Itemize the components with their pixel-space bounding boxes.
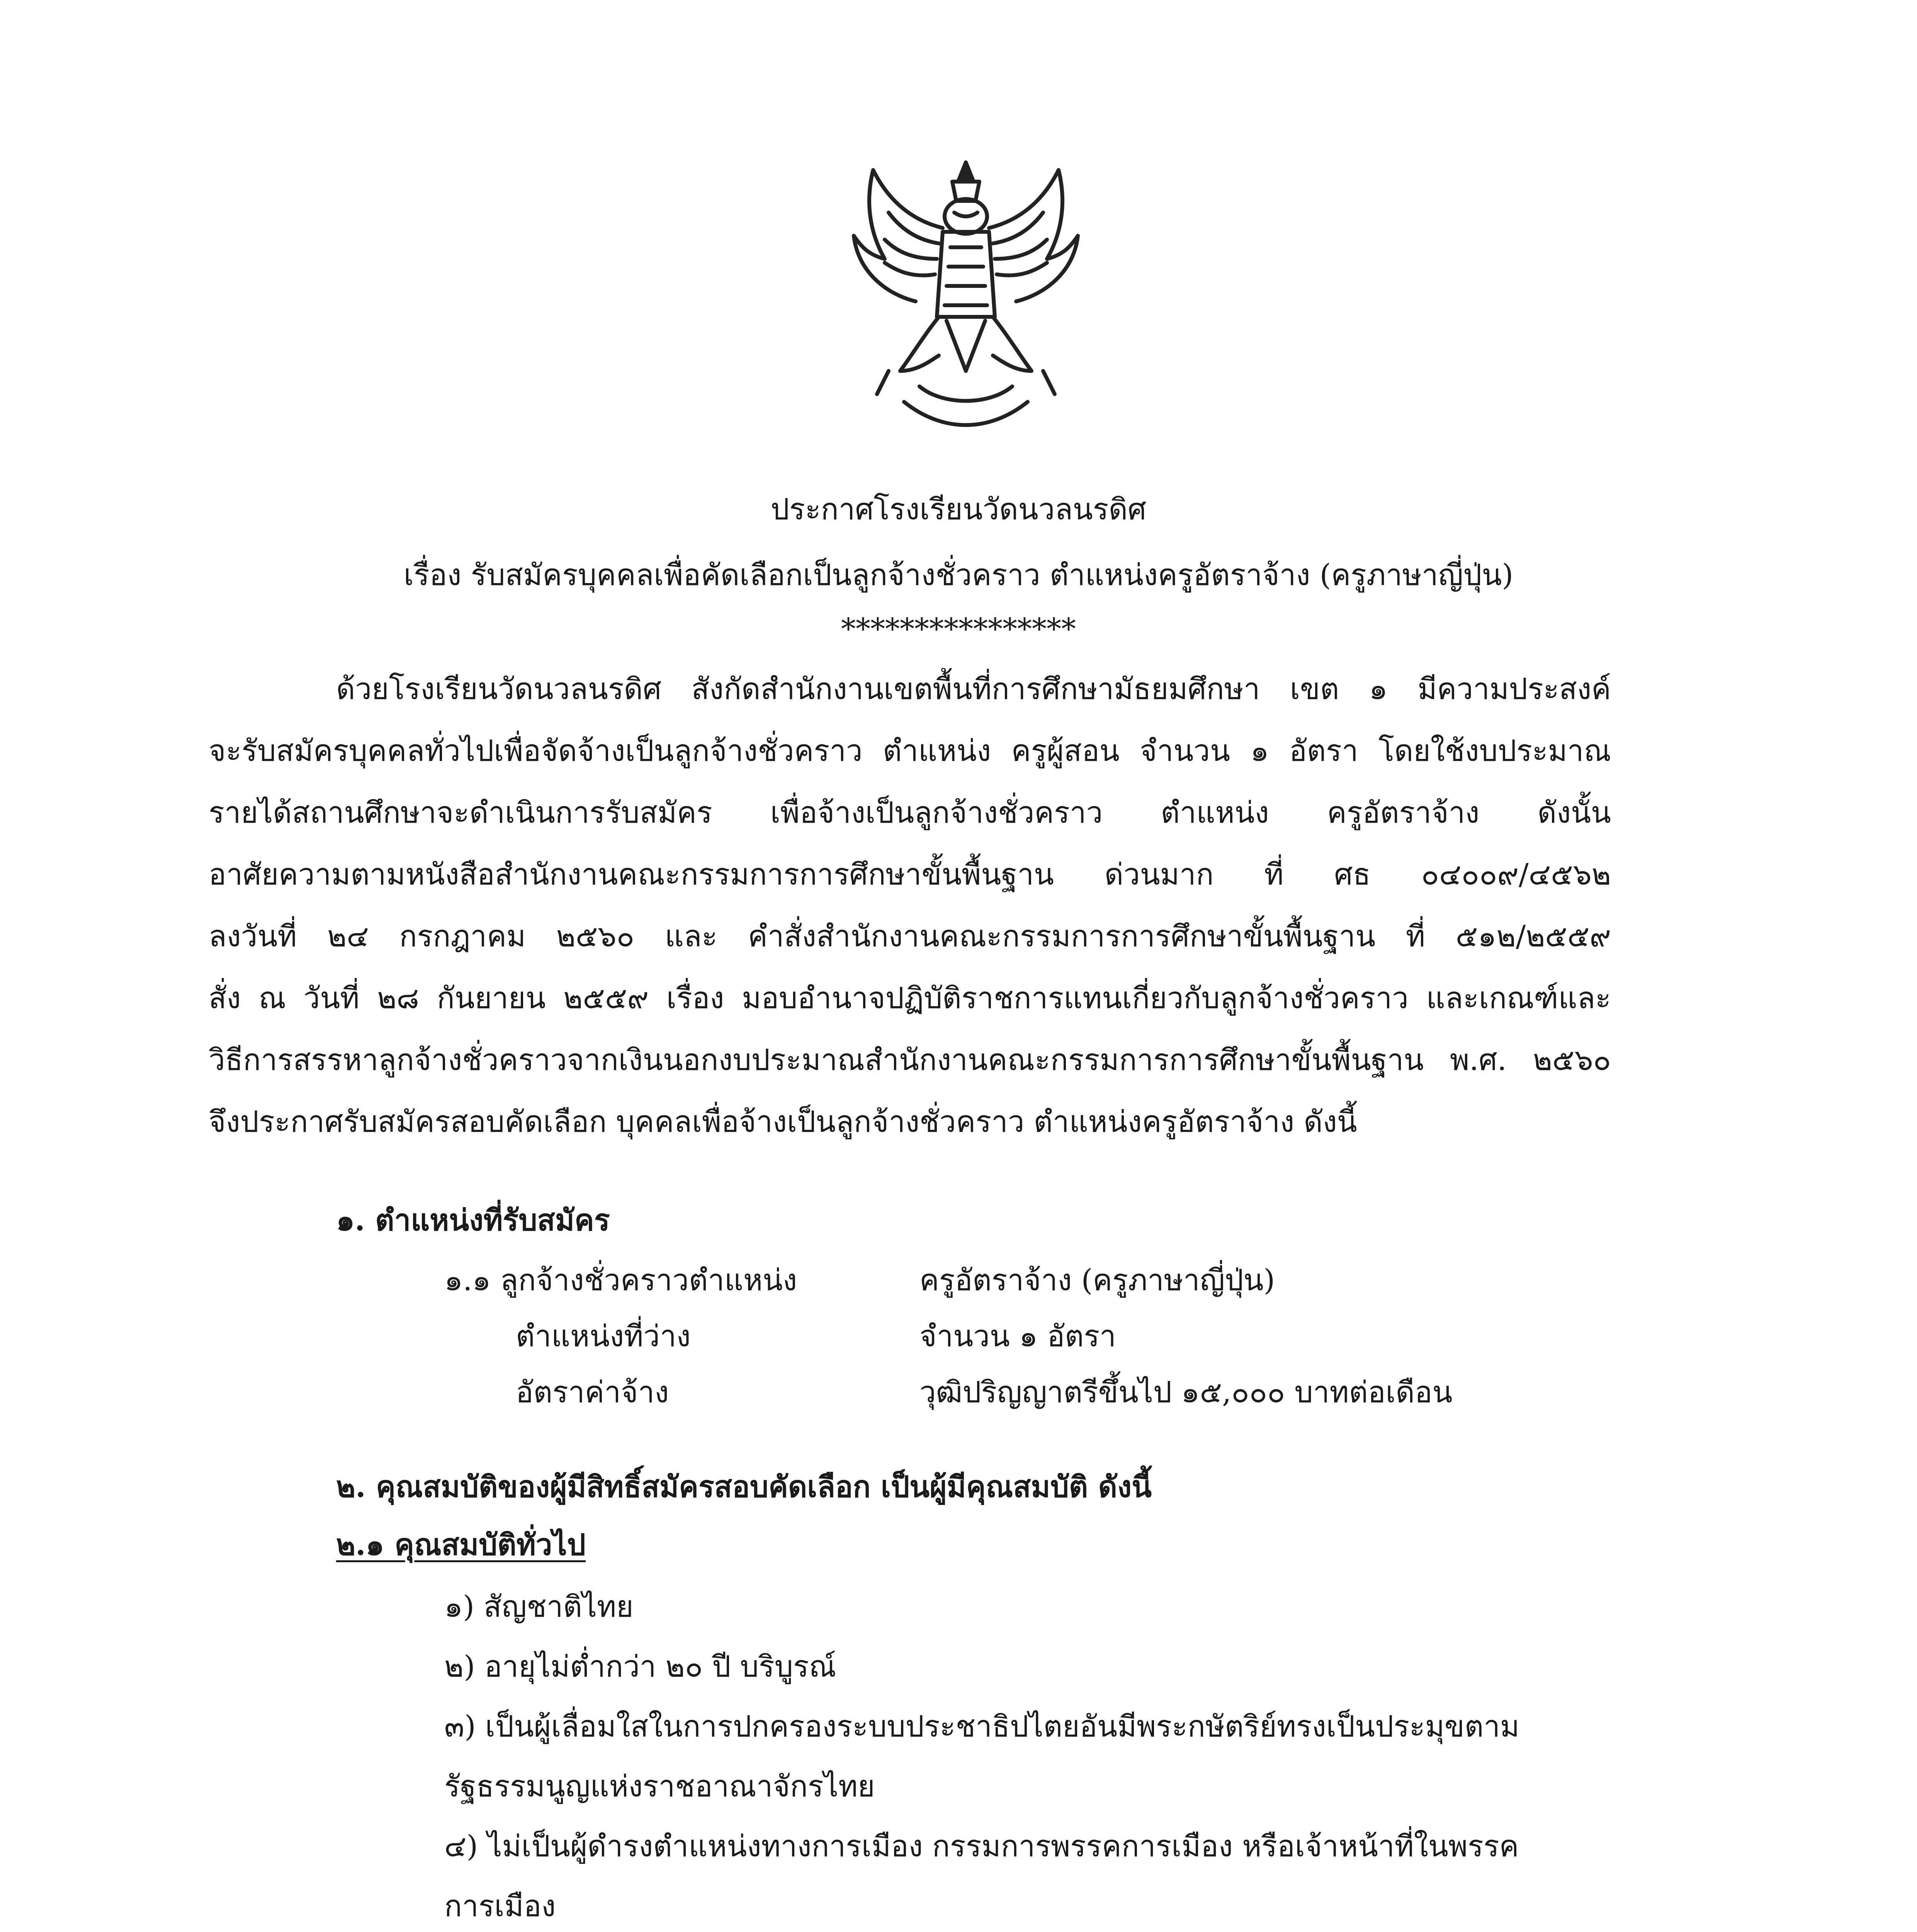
intro-line: ด้วยโรงเรียนวัดนวลนรดิศ สังกัดสำนักงานเขตพื้นที่การศึกษามัธยมศึกษา เขต ๑ มีความประสงค์ bbox=[336, 672, 1611, 706]
vacancy-value: จำนวน ๑ อัตรา bbox=[919, 1319, 1116, 1353]
section1-heading: ๑. ตำแหน่งที่รับสมัคร bbox=[336, 1203, 610, 1237]
qualification-item-cont: การเมือง bbox=[444, 1889, 556, 1923]
garuda-emblem-icon bbox=[842, 155, 1089, 437]
position-label: ๑.๑ ลูกจ้างชั่วคราวตำแหน่ง bbox=[444, 1263, 797, 1297]
intro-line: อาศัยความตามหนังสือสำนักงานคณะกรรมการการศึกษาขั้นพื้นฐาน ด่วนมาก ที่ ศธ ๐๔๐๐๙/๔๕๖๒ bbox=[209, 857, 1611, 891]
header-separator-stars: **************** bbox=[841, 612, 1076, 646]
qualification-item: ๒) อายุไม่ต่ำกว่า ๒๐ ปี บริบูรณ์ bbox=[444, 1649, 836, 1684]
intro-line: จะรับสมัครบุคคลทั่วไปเพื่อจัดจ้างเป็นลูกจ้างชั่วคราว ตำแหน่ง ครูผู้สอน จำนวน ๑ อัตรา โดยใช้งบประมาณ bbox=[209, 733, 1611, 768]
intro-line: วิธีการสรรหาลูกจ้างชั่วคราวจากเงินนอกงบประมาณสำนักงานคณะกรรมการการศึกษาขั้นพื้นฐาน พ.ศ. ๒๕๖๐ bbox=[209, 1043, 1611, 1077]
qualification-item: ๔) ไม่เป็นผู้ดำรงตำแหน่งทางการเมือง กรรมการพรรคการเมือง หรือเจ้าหน้าที่ในพรรค bbox=[444, 1829, 1519, 1863]
announcement-title: ประกาศโรงเรียนวัดนวลนรดิศ bbox=[770, 492, 1147, 526]
intro-line: สั่ง ณ วันที่ ๒๘ กันยายน ๒๕๕๙ เรื่อง มอบอำนาจปฏิบัติราชการแทนเกี่ยวกับลูกจ้างชั่วคราว และเกณฑ์และ bbox=[209, 981, 1611, 1015]
announcement-subject: เรื่อง รับสมัครบุคคลเพื่อคัดเลือกเป็นลูกจ้างชั่วคราว ตำแหน่งครูอัตราจ้าง (ครูภาษาญี่ปุ่น) bbox=[403, 558, 1514, 592]
intro-line: ลงวันที่ ๒๔ กรกฎาคม ๒๕๖๐ และ คำสั่งสำนักงานคณะกรรมการการศึกษาขั้นพื้นฐาน ที่ ๕๑๒/๒๕๕๙ bbox=[209, 919, 1611, 953]
section2-heading: ๒. คุณสมบัติของผู้มีสิทธิ์สมัครสอบคัดเลือก เป็นผู้มีคุณสมบัติ ดังนี้ bbox=[336, 1469, 1152, 1504]
salary-value: วุฒิปริญญาตรีขึ้นไป ๑๕,๐๐๐ บาทต่อเดือน bbox=[919, 1375, 1453, 1409]
qualification-item: ๓) เป็นผู้เลื่อมใสในการปกครองระบบประชาธิปไตยอันมีพระกษัตริย์ทรงเป็นประมุขตาม bbox=[444, 1709, 1520, 1743]
position-value: ครูอัตราจ้าง (ครูภาษาญี่ปุ่น) bbox=[919, 1263, 1275, 1297]
qualification-item: ๑) สัญชาติไทย bbox=[444, 1589, 634, 1624]
vacancy-label: ตำแหน่งที่ว่าง bbox=[516, 1319, 691, 1353]
intro-line: รายได้สถานศึกษาจะดำเนินการรับสมัคร เพื่อจ้างเป็นลูกจ้างชั่วคราว ตำแหน่ง ครูอัตราจ้าง ดังนั้น bbox=[209, 795, 1611, 830]
section2-subheading: ๒.๑ คุณสมบัติทั่วไป bbox=[336, 1527, 586, 1562]
intro-line: จึงประกาศรับสมัครสอบคัดเลือก บุคคลเพื่อจ้างเป็นลูกจ้างชั่วคราว ตำแหน่งครูอัตราจ้าง ดังนี้ bbox=[209, 1104, 1357, 1139]
salary-label: อัตราค่าจ้าง bbox=[516, 1375, 669, 1409]
qualification-item-cont: รัฐธรรมนูญแห่งราชอาณาจักรไทย bbox=[444, 1769, 875, 1803]
